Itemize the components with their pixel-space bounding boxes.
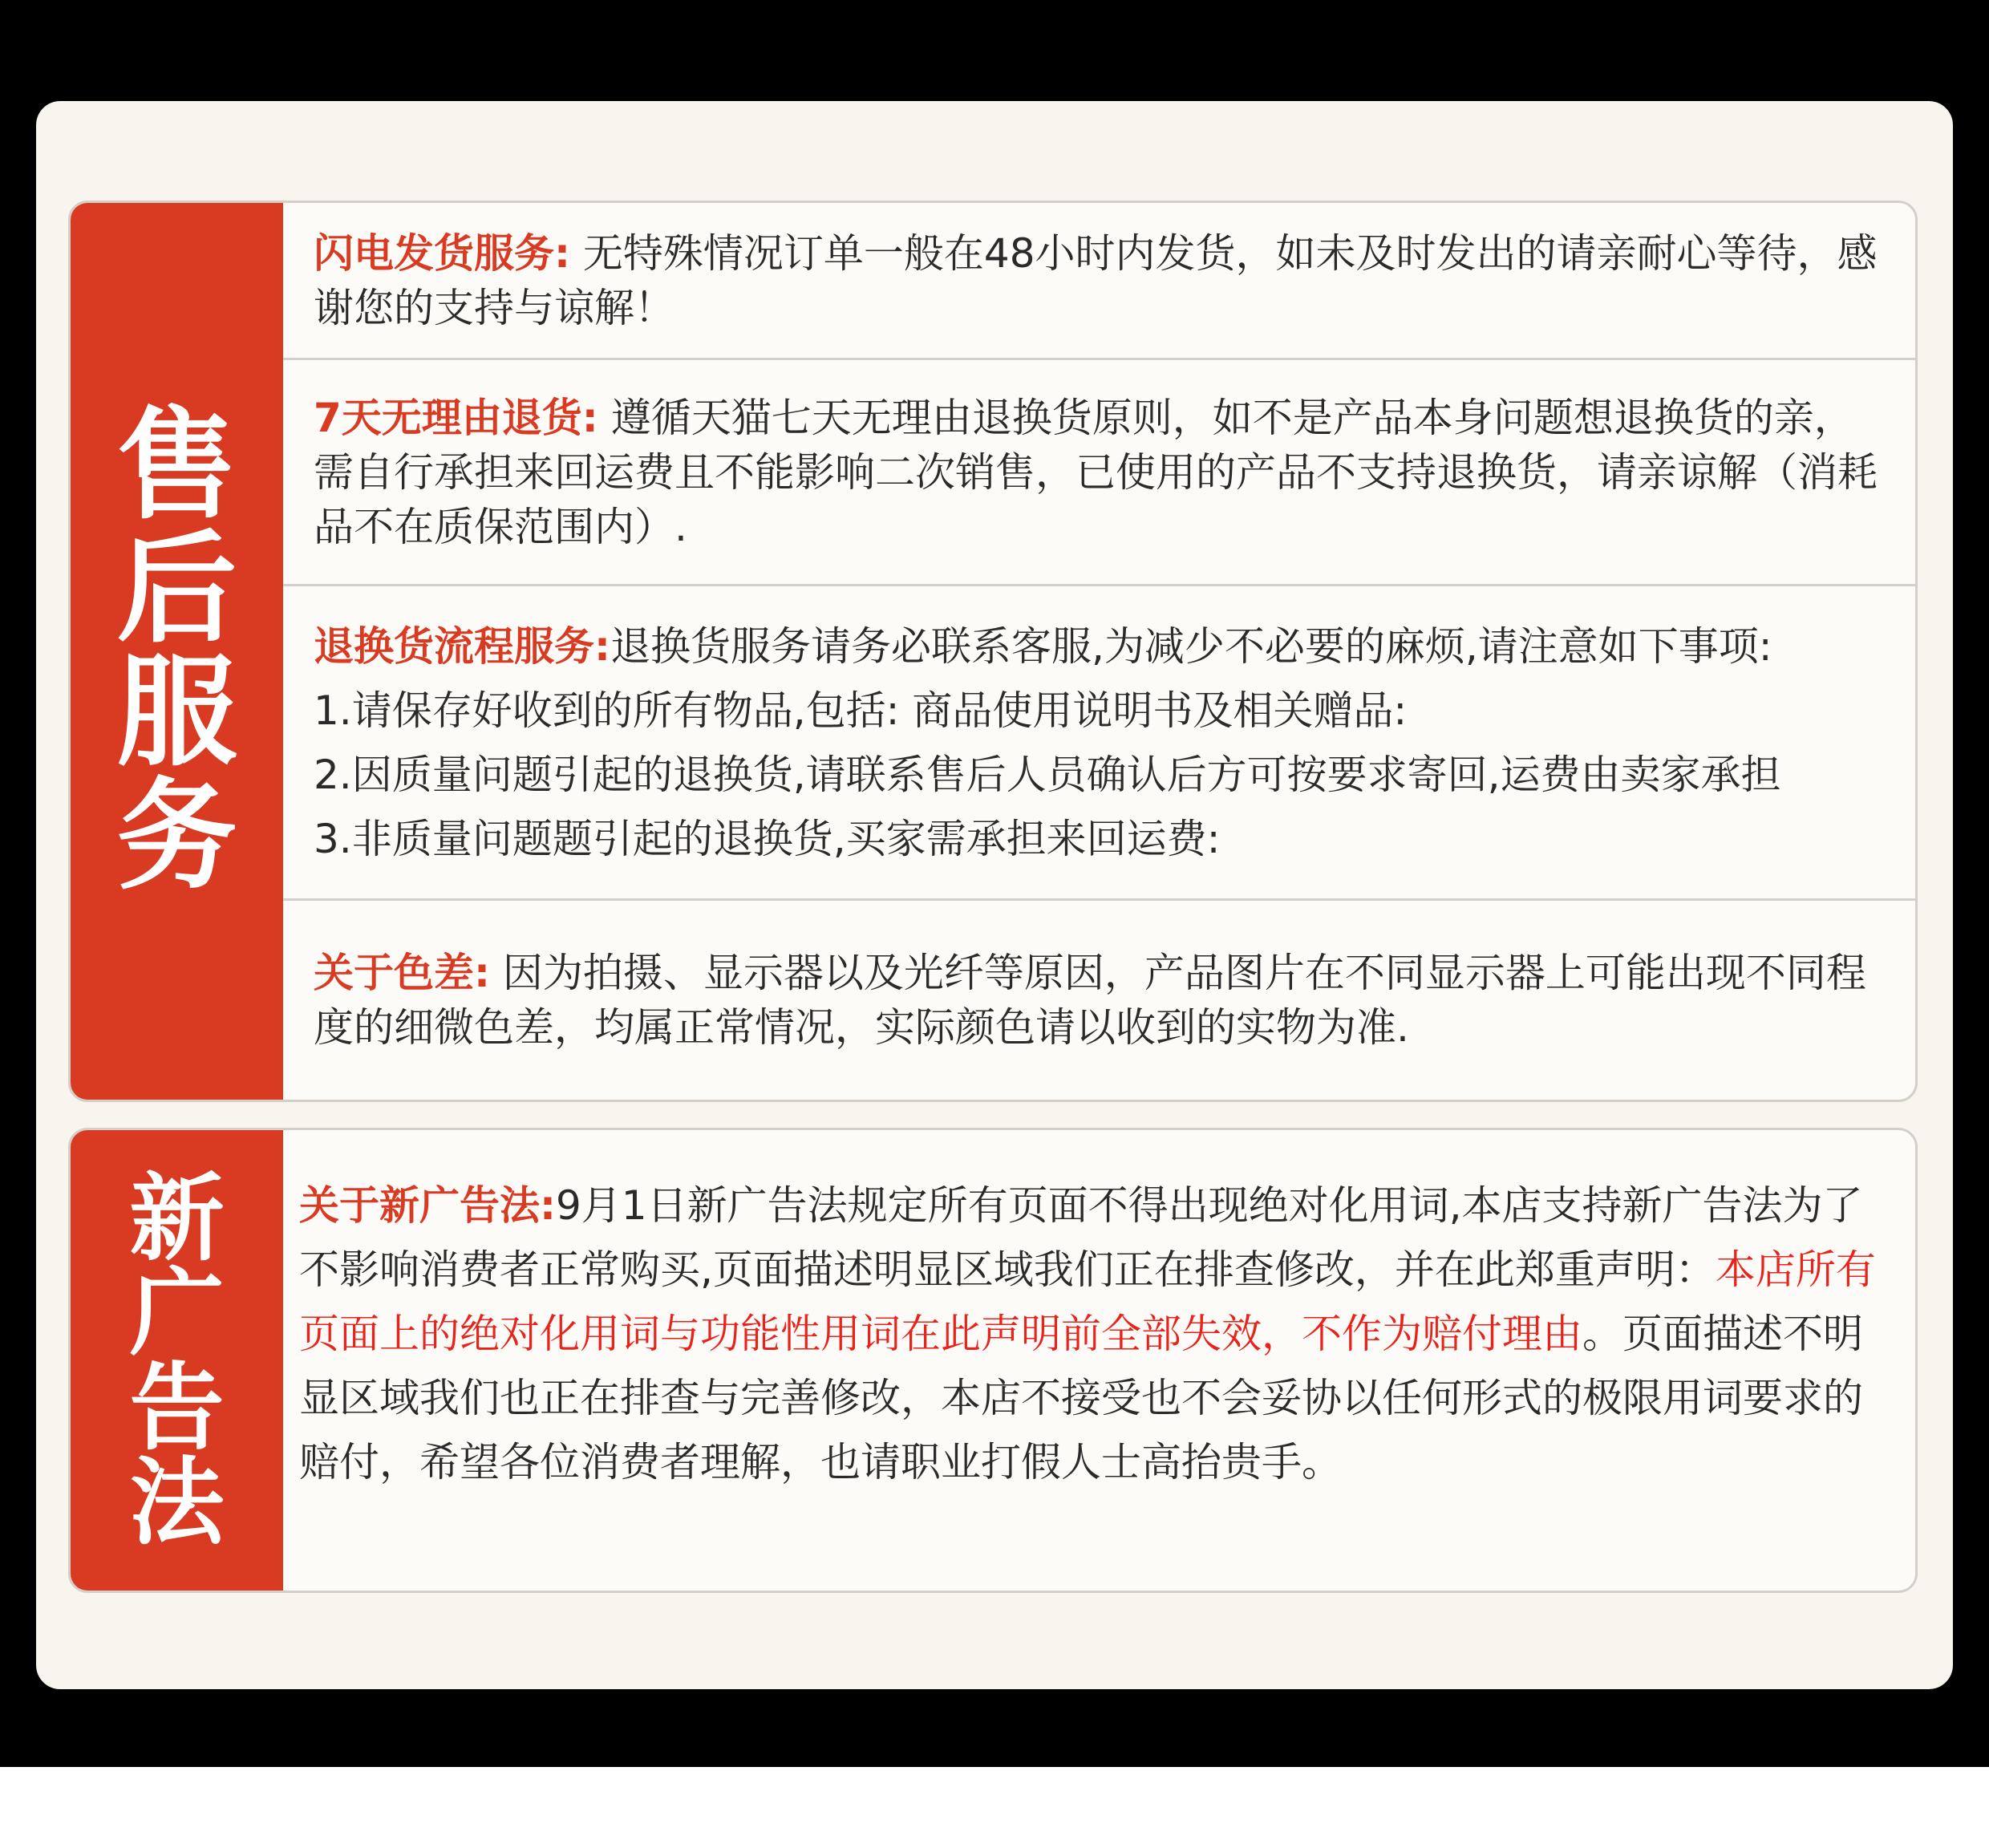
side-title-char: 法: [129, 1447, 225, 1558]
section-color-difference: [283, 901, 1915, 1100]
section-text: 退换货服务请务必联系客服,为减少不必要的麻烦,请注意如下事项:: [610, 622, 1772, 670]
new-ad-law-side-title: [71, 1130, 283, 1591]
after-sales-side-title: [71, 203, 283, 1100]
section-text: 因为拍摄、显示器以及光纤等原因，产品图片在不同显示器上可能出现不同程度的细微色差，均属正常情况，实际颜色请以收到的实物为准.: [314, 950, 1866, 1051]
section-paragraph: [314, 614, 1883, 679]
side-title-char: 务: [116, 767, 237, 906]
section-label: 闪电发货服务:: [314, 229, 570, 277]
section-7day-return: [283, 360, 1915, 586]
section-paragraph: [314, 226, 1883, 335]
new-ad-law-body: [283, 1130, 1915, 1591]
section-label: 7天无理由退货:: [314, 394, 598, 441]
ad-law-label: 关于新广告法:: [299, 1182, 556, 1229]
process-step: 3.非质量问题题引起的退换货,买家需承担来回运费:: [314, 815, 1221, 862]
section-text: 无特殊情况订单一般在48小时内发货，如未及时发出的请亲耐心等待，感谢您的支持与谅解！: [314, 229, 1878, 331]
new-ad-law-panel: [68, 1128, 1918, 1593]
process-step: 1.请保存好收到的所有物品,包括: 商品使用说明书及相关赠品:: [314, 687, 1408, 734]
side-title-char: 后: [116, 520, 237, 659]
section-label: 退换货流程服务:: [314, 622, 610, 670]
after-sales-body: [283, 203, 1915, 1100]
info-card: [36, 101, 1953, 1689]
ad-law-highlight: 本店所有页面上的绝对化用词与功能性用词在此声明前全部失效，不作为赔付理由: [299, 1246, 1876, 1357]
ad-law-paragraph: [283, 1130, 1915, 1494]
side-title-char: 服: [116, 643, 237, 783]
section-fast-shipping: [283, 203, 1915, 360]
side-title-char: 告: [129, 1352, 225, 1463]
section-text: 遵循天猫七天无理由退换货原则，如不是产品本身问题想退换货的亲，需自行承担来回运费且不能影响二次销售，已使用的产品不支持退换货，请亲谅解（消耗品不在质保范围内）.: [314, 394, 1878, 550]
ad-law-text: 9月1日新广告法规定所有页面不得出现绝对化用词,本店支持新广告法为了不影响消费者正常购买,页面描述明显区域我们正在排查修改，并在此郑重声明：: [299, 1182, 1863, 1293]
section-paragraph: [314, 946, 1883, 1055]
side-title-char: 新: [129, 1163, 225, 1274]
section-paragraph: [314, 391, 1883, 554]
process-step: 2.因质量问题引起的退换货,请联系售后人员确认后方可按要求寄回,运费由卖家承担: [314, 751, 1781, 798]
section-label: 关于色差:: [314, 950, 490, 996]
after-sales-panel: [68, 201, 1918, 1102]
side-title-char: 售: [116, 396, 237, 536]
side-title-char: 广: [129, 1258, 225, 1368]
ad-law-text: 。页面描述不明显区域我们也正在排查与完善修改，本店不接受也不会妥协以任何形式的极限用词要求的赔付，希望各位消费者理解，也请职业打假人士高抬贵手。: [299, 1311, 1863, 1485]
section-return-process: [283, 586, 1915, 901]
